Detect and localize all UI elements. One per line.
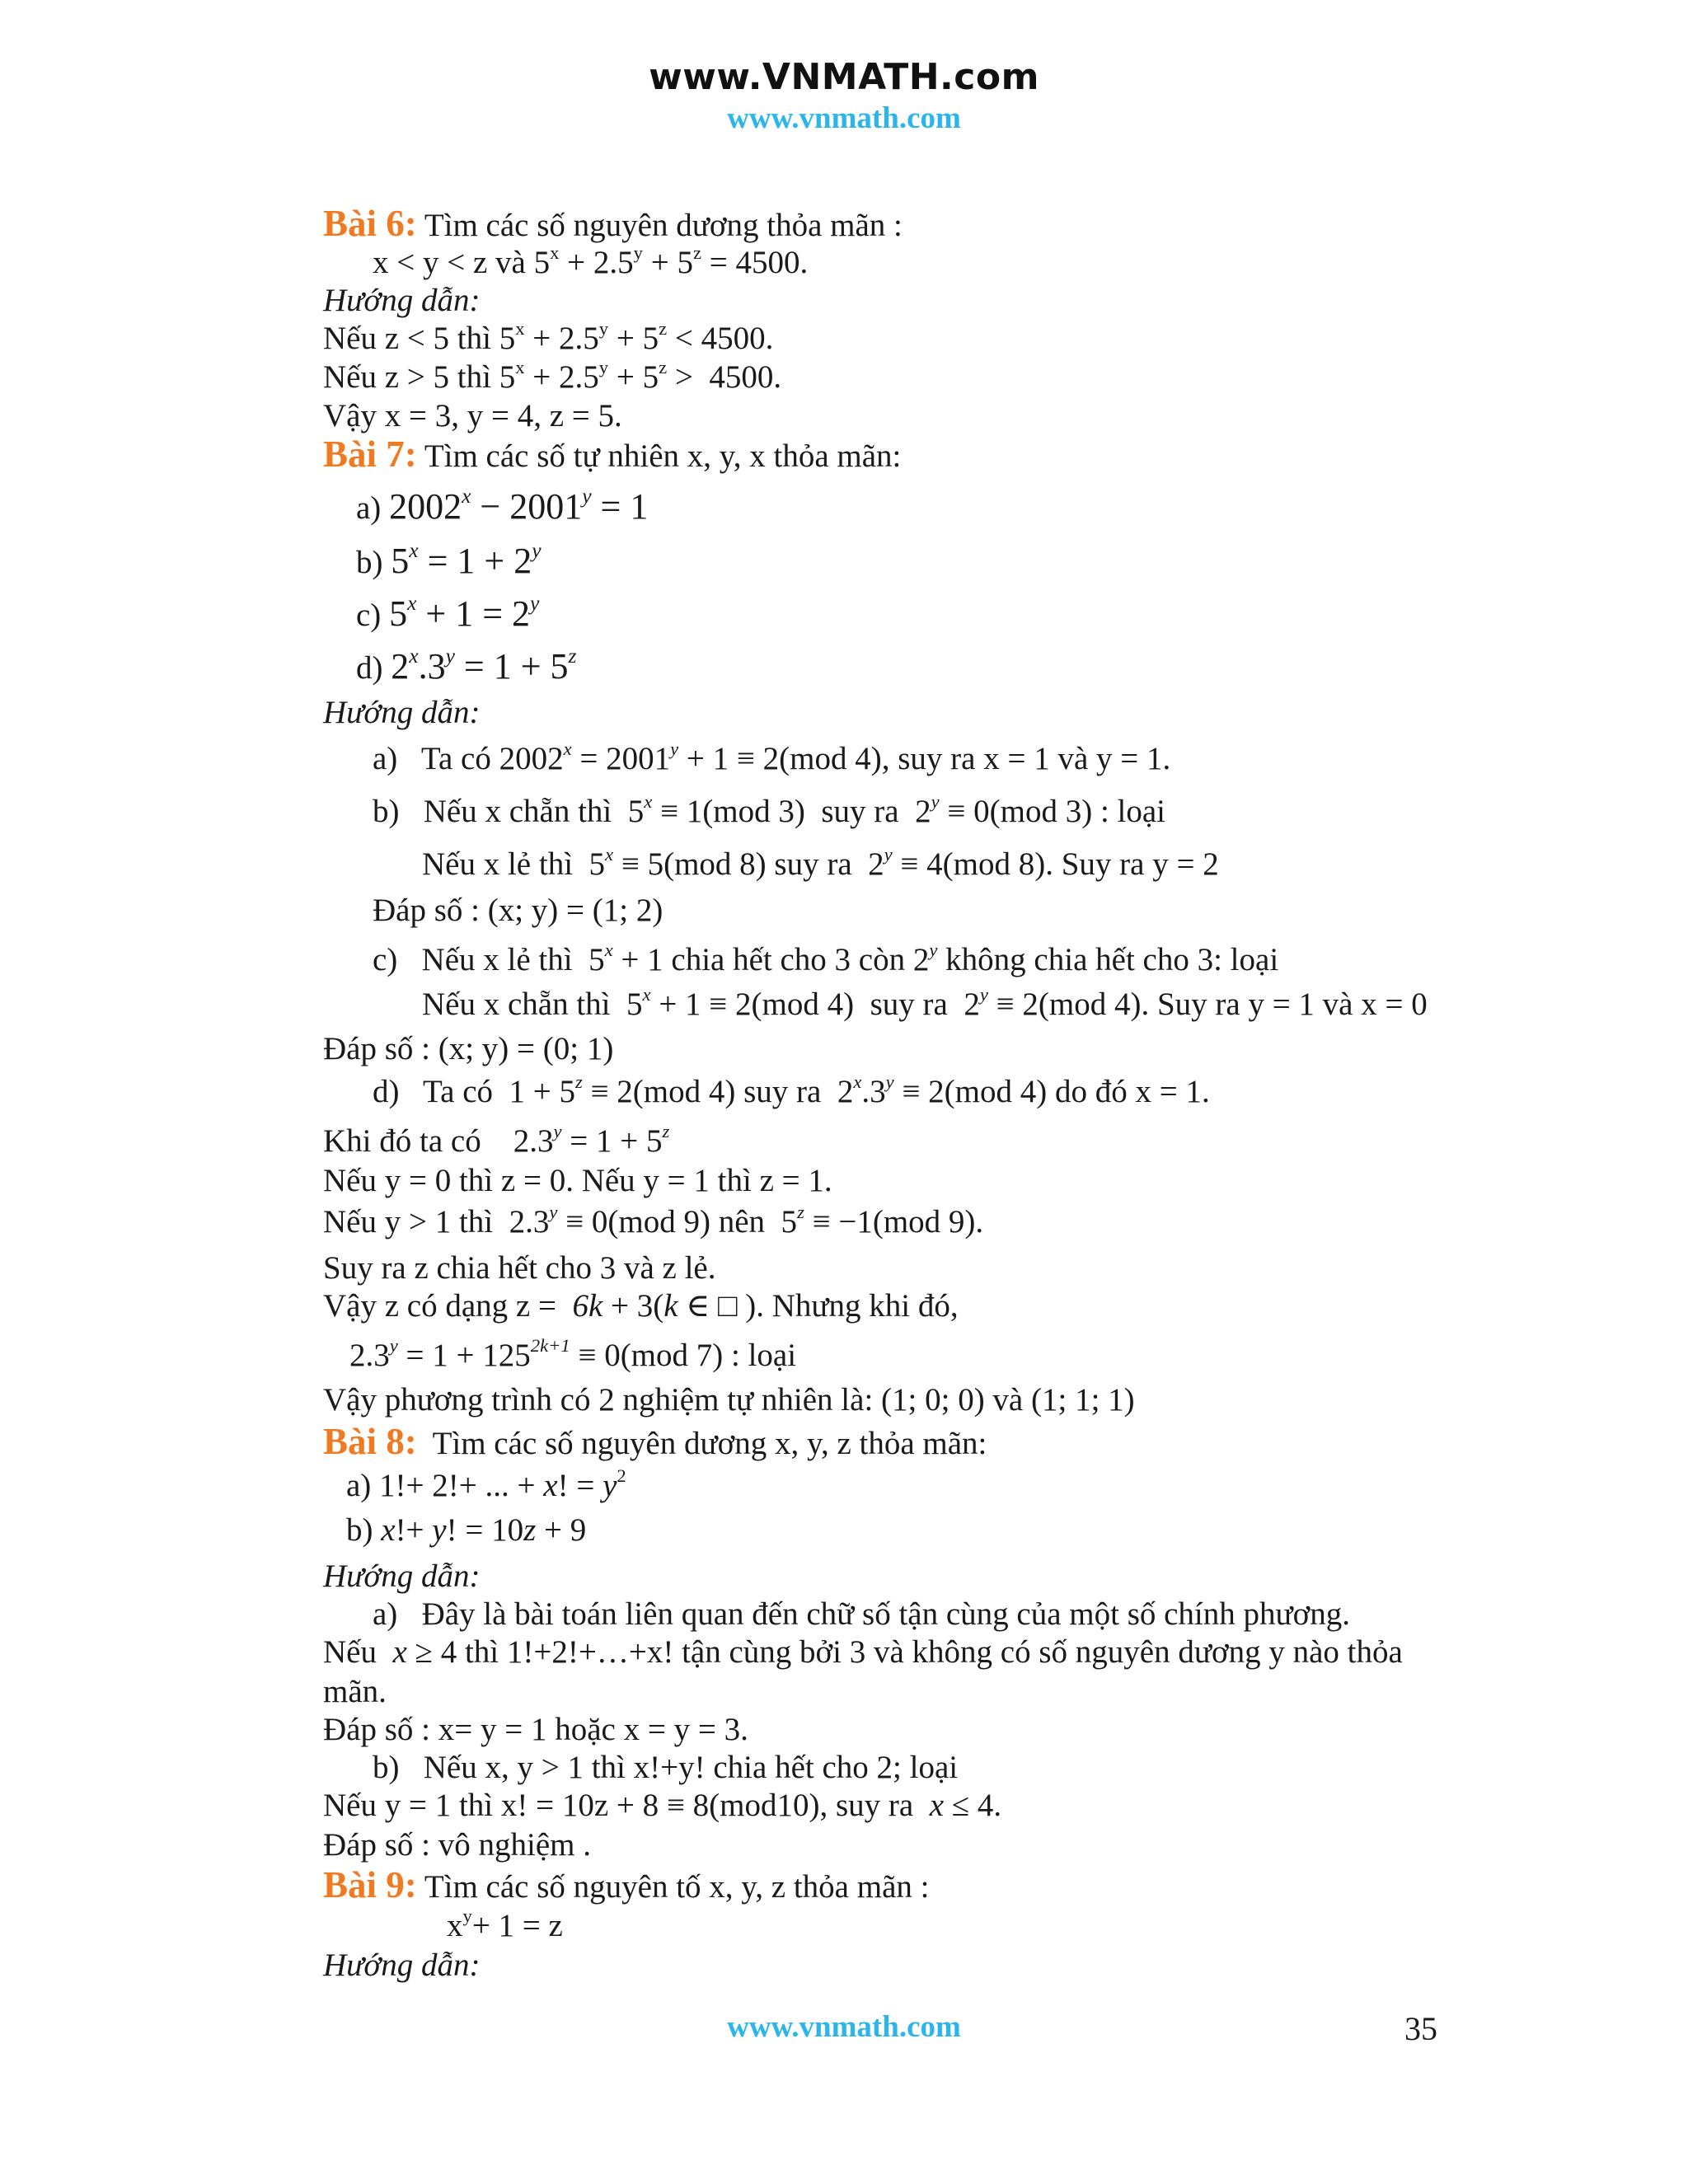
bai8-answer-a: Đáp số : x= y = 1 hoặc x = y = 3. [323,1712,748,1747]
bai9-title: Tìm các số nguyên tố x, y, z thỏa mãn : [424,1869,930,1905]
bai6-title: Tìm các số nguyên dương thỏa mãn : [424,208,903,243]
bai7-sol-c-odd: c) Nếu x lẻ thì $5^x + 1$ chia hết cho 3 còn 2$^y$ không chia hết cho 3: loại [373,939,1279,977]
bai8-sol-b: b) Nếu x, y > 1 thì x!+y! chia hết cho 2; loại [373,1750,959,1785]
site-link-footer[interactable]: www.vnmath.com [727,2010,961,2044]
site-link-header[interactable]: www.vnmath.com [727,101,961,135]
bai7-d-check: $2.3^y = 1 + 125^{2k+1} \equiv 0(mod$ 7) : loại [349,1334,797,1373]
bai9-line [323,1866,929,1906]
bai7-sol-b-even: b) Nếu x chẵn thì $5^x \equiv 1(mod$ 3) suy ra $2^y \equiv 0(mod$ 3) : loại [373,790,1166,829]
hint-label: Hướng dẫn: [323,1947,481,1983]
bai6-condition: x < y < z và $5^x + 2.5^y + 5^z = 4500$. [373,241,809,280]
bai7-line [323,435,901,476]
bai8-sol-b2: Nếu y = 1 thì x! = 10z + 8 ≡ 8(mod10), suy ra x ≤ 4. [323,1788,1002,1823]
bai8-answer-b: Đáp số : vô nghiệm . [323,1827,591,1863]
bai8-sol-a2: Nếu x ≥ 4 thì 1!+2!+…+x! tận cùng bởi 3 và không có số nguyên dương y nào thỏa [323,1634,1403,1670]
bai8-item-a: a) 1!+ 2!+ ... + x! = $y^2$ [346,1465,626,1503]
bai6-case2: Nếu z > 5 thì $5^x + 2.5^y + 5^z > 4500$. [323,356,782,395]
bai8-sol-a: a) Đây là bài toán liên quan đến chữ số tận cùng của một số chính phương. [373,1596,1351,1632]
bai7-d-y-gt1: Nếu y > 1 thì $2.3^y \equiv 0(mod$ 9) nên $5^z \equiv -1(mod$ 9). [323,1201,984,1240]
bai6-heading: Bài 6: [323,203,417,244]
bai7-sol-b-odd: Nếu x lẻ thì $5^x \equiv 5(mod$ 8) suy ra $2^y \equiv 4(mod$ 8). Suy ra y = 2 [422,843,1219,882]
bai7-d-div3: Suy ra z chia hết cho 3 và z lẻ. [323,1250,716,1286]
bai8-title: Tìm các số nguyên dương x, y, z thỏa mãn: [432,1426,987,1461]
bai7-title: Tìm các số tự nhiên x, y, x thỏa mãn: [424,438,902,474]
bai8-item-b: b) x!+ y! = 10z + 9 [346,1512,587,1548]
bai7-sol-a: a) Ta có $2002^x = 2001^y + 1 \equiv 2(mod$ 4), suy ra x = 1 và y = 1. [373,738,1171,776]
hint-label: Hướng dẫn: [323,695,481,730]
bai7-sol-c-even: Nếu x chẵn thì $5^x + 1 \equiv 2(mod$ 4) suy ra $2^y \equiv 2(mod$ 4). Suy ra y = 1 và x = 0 [422,983,1428,1022]
page-number: 35 [1404,2010,1437,2047]
site-title: www.VNMATH.com [649,56,1039,98]
bai7-answer-c: Đáp số : (x; y) = (0; 1) [323,1031,614,1066]
bai6-line [323,204,903,245]
bai7-item-b: b) $5^x = 1 + 2^y$ [356,537,542,581]
bai7-item-d: d) $2^x.3^y = 1 + 5^z$ [356,643,577,687]
bai8-line [323,1422,987,1463]
bai7-item-a: a) $2002^x - 2001^y = 1$ [356,483,649,527]
bai9-heading: Bài 9: [323,1864,417,1905]
bai6-answer: Vậy x = 3, y = 4, z = 5. [323,398,622,434]
bai7-d-y-cases: Nếu y = 0 thì z = 0. Nếu y = 1 thì z = 1. [323,1163,832,1198]
bai6-case1: Nếu z < 5 thì $5^x + 2.5^y + 5^z < 4500$. [323,317,774,356]
hint-label: Hướng dẫn: [323,1558,481,1594]
bai7-d-then: Khi đó ta có $2.3^y = 1 + 5^z$ [323,1120,670,1159]
bai7-item-c: c) $5^x + 1 = 2^y$ [356,590,540,634]
hint-label: Hướng dẫn: [323,283,481,318]
bai8-sol-a3: mãn. [323,1674,387,1709]
bai7-answer-b: Đáp số : (x; y) = (1; 2) [373,893,663,928]
bai7-sol-d: d) Ta có $1 + 5^z \equiv 2(mod$ 4) suy ra $2^x.3^y \equiv 2(mod$ 4) do đó x = 1. [373,1071,1210,1109]
bai8-heading: Bài 8: [323,1421,417,1462]
bai7-d-form: Vậy z có dạng z = 6k + 3(k ∈ □ ). Nhưng khi đó, [323,1288,959,1324]
bai9-equation: $x^y+ 1 = z$ [447,1905,563,1943]
bai7-heading: Bài 7: [323,434,417,475]
bai7-conclusion: Vậy phương trình có 2 nghiệm tự nhiên là: (1; 0; 0) và (1; 1; 1) [323,1382,1135,1418]
